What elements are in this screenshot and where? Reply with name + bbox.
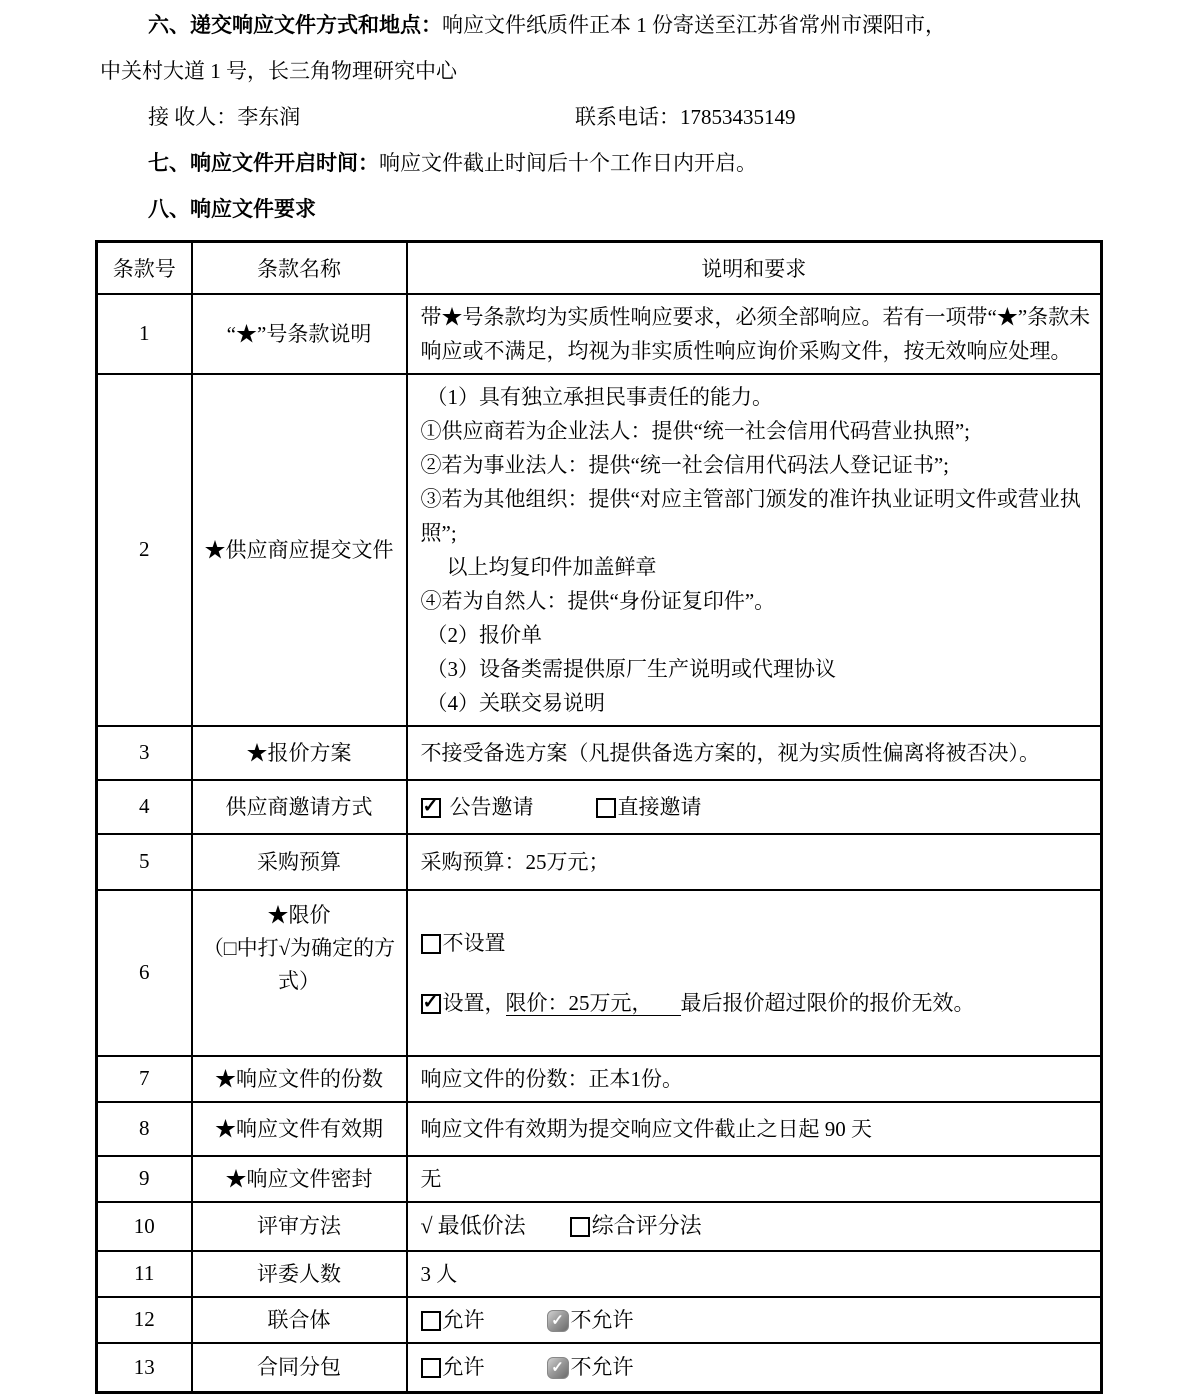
- clause-name: ★报价方案: [192, 726, 407, 780]
- clause-name: 合同分包: [192, 1343, 407, 1393]
- clause-number: 5: [97, 834, 192, 890]
- clause-number: 12: [97, 1297, 192, 1343]
- option-label: 最后报价超过限价的报价无效。: [680, 990, 975, 1015]
- paragraph-delivery-text: 响应文件纸质件正本 1 份寄送至江苏省常州市溧阳市，: [442, 13, 946, 37]
- header-clause-number: 条款号: [97, 242, 192, 294]
- option-label: 不设置: [442, 930, 506, 955]
- intro-section: [0, 0, 1200, 222]
- clause-description: 响应文件的份数：正本1份。: [407, 1056, 1102, 1102]
- clause-description: [407, 374, 1102, 726]
- requirement-line: ③若为其他组织：提供“对应主管部门颁发的准许执业证明文件或营业执照”;: [420, 486, 1081, 545]
- limit-option-set: [421, 986, 1093, 1020]
- table-row: [97, 1297, 1102, 1343]
- option-label: 不允许: [570, 1307, 634, 1332]
- checkbox-empty-icon: [570, 1217, 590, 1237]
- clause-name: ★响应文件的份数: [192, 1056, 407, 1102]
- table-row: [97, 1251, 1102, 1297]
- clause-number: 13: [97, 1343, 192, 1393]
- option-label: 最低价法: [437, 1213, 526, 1238]
- clause-description: 带★号条款均为实质性响应要求，必须全部响应。若有一项带“★”条款未响应或不满足，均视为非实质性响应询价采购文件，按无效响应处理。: [407, 294, 1102, 374]
- option-label: 允许: [442, 1355, 485, 1380]
- clause-number: 9: [97, 1156, 192, 1202]
- requirement-line: 以上均复印件加盖鲜章: [446, 554, 657, 579]
- clause-description: 采购预算：25万元；: [407, 834, 1102, 890]
- table-row: [97, 834, 1102, 890]
- requirement-line: （1）具有独立承担民事责任的能力。: [426, 384, 773, 409]
- recipient-block: [148, 104, 575, 130]
- clause-description: [407, 1297, 1102, 1343]
- requirement-line: ①供应商若为企业法人：提供“统一社会信用代码营业执照”;: [420, 418, 970, 443]
- paragraph-address-line2: [100, 58, 1100, 84]
- clause-description: 无: [407, 1156, 1102, 1202]
- address-text: 中关村大道 1 号，长三角物理研究中心: [100, 59, 457, 83]
- section-heading-text: 八、响应文件要求: [148, 197, 316, 221]
- clause-name-line: （□中打√为确定的方式）: [202, 935, 396, 993]
- heading-six: 六、递交响应文件方式和地点：: [148, 13, 442, 37]
- clause-description: [407, 780, 1102, 834]
- clause-number: 1: [97, 294, 192, 374]
- clause-number: 4: [97, 780, 192, 834]
- clause-name: ★响应文件有效期: [192, 1102, 407, 1156]
- clause-name: ★供应商应提交文件: [192, 374, 407, 726]
- open-time-text: 响应文件截止时间后十个工作日内开启。: [379, 151, 757, 175]
- limit-option-none: [421, 926, 1093, 960]
- option-label: 设置，: [442, 990, 506, 1015]
- clause-name: 评审方法: [192, 1202, 407, 1251]
- clause-description: 不接受备选方案（凡提供备选方案的，视为实质性偏离将被否决）。: [407, 726, 1102, 780]
- requirement-line: （4）关联交易说明: [426, 690, 605, 715]
- option-label: 公告邀请: [449, 794, 534, 819]
- clause-description: 响应文件有效期为提交响应文件截止之日起 90 天: [407, 1102, 1102, 1156]
- clause-description: [407, 1202, 1102, 1251]
- requirement-line: ④若为自然人：提供“身份证复印件”。: [420, 588, 776, 613]
- clause-name: 供应商邀请方式: [192, 780, 407, 834]
- paragraph-open-time: [100, 150, 1100, 176]
- option-label: 直接邀请: [617, 794, 702, 819]
- clause-name: “★”号条款说明: [192, 294, 407, 374]
- checkbox-checked-icon: ✓: [421, 798, 441, 818]
- heading-seven: 七、响应文件开启时间：: [148, 151, 379, 175]
- header-clause-name: 条款名称: [192, 242, 407, 294]
- checkbox-gray-checked-icon: ✓: [547, 1310, 569, 1332]
- table-row: [97, 1056, 1102, 1102]
- table-header-row: [97, 242, 1102, 294]
- clause-description: 3 人: [407, 1251, 1102, 1297]
- clause-number: 10: [97, 1202, 192, 1251]
- checkbox-empty-icon: [421, 934, 441, 954]
- clause-name: [192, 890, 407, 1056]
- clause-number: 3: [97, 726, 192, 780]
- option-label: 综合评分法: [591, 1213, 702, 1238]
- table-row: [97, 1202, 1102, 1251]
- requirement-line: （3）设备类需提供原厂生产说明或代理协议: [426, 656, 836, 681]
- table-row: [97, 1343, 1102, 1393]
- checkbox-empty-icon: [421, 1311, 441, 1331]
- recipient-label: 接 收人：: [148, 105, 238, 129]
- clause-number: 11: [97, 1251, 192, 1297]
- limit-price-underlined: 限价：25万元，: [506, 991, 681, 1016]
- option-label: 允许: [442, 1307, 485, 1332]
- table-row: [97, 1156, 1102, 1202]
- checkbox-empty-icon: [596, 798, 616, 818]
- clause-number: 7: [97, 1056, 192, 1102]
- table-row: [97, 1102, 1102, 1156]
- table-row: [97, 374, 1102, 726]
- phone-number: 17853435149: [680, 105, 796, 129]
- table-row: [97, 726, 1102, 780]
- checkbox-checked-icon: ✓: [421, 994, 441, 1014]
- clause-number: 2: [97, 374, 192, 726]
- requirement-line: （2）报价单: [426, 622, 542, 647]
- clause-description: [407, 890, 1102, 1056]
- requirement-line: ②若为事业法人：提供“统一社会信用代码法人登记证书”;: [420, 452, 949, 477]
- clause-name: 采购预算: [192, 834, 407, 890]
- clause-name-line: ★限价: [267, 902, 331, 927]
- phone-label: 联系电话：: [575, 105, 680, 129]
- clause-number: 6: [97, 890, 192, 1056]
- paragraph-delivery: [100, 12, 1100, 38]
- clause-name: 联合体: [192, 1297, 407, 1343]
- clause-name: ★响应文件密封: [192, 1156, 407, 1202]
- contact-line: [100, 104, 1100, 130]
- requirements-table: [95, 240, 1103, 1394]
- clause-description: [407, 1343, 1102, 1393]
- recipient-name: 李东润: [237, 105, 301, 129]
- table-row: [97, 294, 1102, 374]
- heading-eight: [100, 196, 1100, 222]
- requirements-table-wrapper: [95, 240, 1200, 1394]
- checkbox-empty-icon: [421, 1358, 441, 1378]
- clause-number: 8: [97, 1102, 192, 1156]
- table-row: [97, 890, 1102, 1056]
- checkbox-gray-checked-icon: ✓: [547, 1357, 569, 1379]
- check-mark: √: [420, 1213, 433, 1238]
- table-row: [97, 780, 1102, 834]
- option-label: 不允许: [570, 1355, 634, 1380]
- clause-name: 评委人数: [192, 1251, 407, 1297]
- header-description: 说明和要求: [407, 242, 1102, 294]
